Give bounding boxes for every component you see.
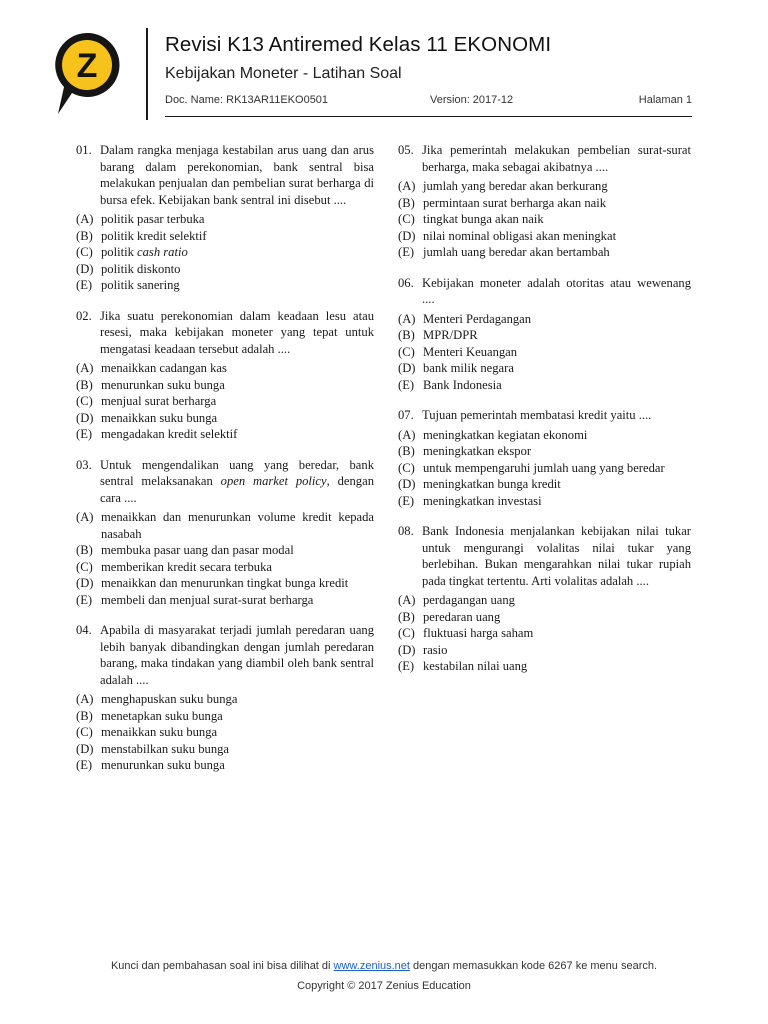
option-letter: (C) — [76, 394, 93, 408]
option-text-italic: cash ratio — [137, 245, 188, 259]
option-letter: (E) — [76, 278, 93, 292]
option-text: menaikkan dan menurunkan tingkat bunga kredit — [101, 576, 349, 590]
doc-name: Doc. Name: RK13AR11EKO0501 — [165, 94, 329, 106]
option-letter: (A) — [398, 179, 416, 193]
question-08 — [398, 523, 691, 675]
option-text — [101, 244, 374, 261]
option-text: tingkat bunga akan naik — [423, 212, 544, 226]
option-letter: (D) — [76, 576, 94, 590]
option-text: kestabilan nilai uang — [423, 659, 528, 673]
question-text — [100, 457, 374, 507]
option-d — [76, 741, 374, 758]
header-rule — [165, 116, 692, 117]
question-number: 05. — [398, 143, 414, 157]
option-text-prefix: politik — [101, 245, 138, 259]
option-text: menaikkan dan menurunkan volume kredit kepada nasabah — [101, 510, 374, 541]
doc-version: Version: 2017-12 — [430, 94, 514, 106]
option-a — [398, 178, 691, 195]
option-e — [76, 277, 374, 294]
option-text: meningkatkan ekspor — [423, 444, 532, 458]
question-text: Apabila di masyarakat terjadi jumlah peredaran uang lebih banyak dibandingkan dengan jumlah peredaran barang, maka tindakan yang diambil oleh bank sentral adalah .... — [100, 623, 374, 687]
question-number: 08. — [398, 524, 414, 538]
option-letter: (B) — [398, 609, 415, 624]
question-number: 06. — [398, 275, 414, 290]
option-text: fluktuasi harga saham — [423, 626, 534, 640]
question-03 — [76, 457, 374, 609]
option-text: menghapuskan suku bunga — [101, 692, 238, 706]
option-text: jumlah uang beredar akan bertambah — [423, 245, 610, 259]
option-text: menaikkan cadangan kas — [101, 361, 227, 375]
option-e — [398, 493, 691, 510]
option-text: menetapkan suku bunga — [101, 708, 223, 723]
option-a — [76, 211, 374, 228]
option-letter: (E) — [398, 245, 415, 259]
option-letter: (C) — [398, 460, 415, 475]
option-letter: (B) — [398, 444, 415, 458]
option-letter: (A) — [398, 593, 416, 607]
option-c — [76, 393, 374, 410]
option-a — [76, 360, 374, 377]
option-letter: (E) — [398, 377, 415, 392]
option-text: peredaran uang — [423, 609, 501, 624]
option-b — [76, 542, 374, 559]
option-b — [398, 195, 691, 212]
question-number: 04. — [76, 623, 92, 637]
option-c — [398, 625, 691, 642]
option-text: menstabilkan suku bunga — [101, 741, 230, 756]
option-c — [398, 211, 691, 228]
option-text: memberikan kredit secara terbuka — [101, 559, 272, 574]
option-text: nilai nominal obligasi akan meningkat — [423, 228, 617, 243]
page-subtitle: Kebijakan Moneter - Latihan Soal — [165, 65, 402, 82]
question-01 — [76, 142, 374, 294]
option-text: MPR/DPR — [423, 328, 478, 342]
option-e — [76, 592, 374, 609]
right-column — [398, 142, 691, 689]
option-a — [398, 592, 691, 609]
page-number: Halaman 1 — [638, 94, 692, 106]
option-letter: (C) — [398, 344, 415, 359]
option-text: membuka pasar uang dan pasar modal — [101, 543, 294, 557]
option-letter: (D) — [76, 261, 94, 276]
option-letter: (D) — [398, 228, 416, 243]
option-letter: (D) — [398, 361, 416, 375]
option-letter: (C) — [76, 559, 93, 574]
option-text: meningkatkan kegiatan ekonomi — [423, 427, 588, 442]
question-text: Jika pemerintah melakukan pembelian surat-surat berharga, maka sebagai akibatnya .... — [422, 143, 691, 174]
doc-info-row — [165, 94, 692, 108]
question-number: 07. — [398, 408, 414, 422]
option-e — [398, 244, 691, 261]
option-text: politik sanering — [101, 278, 180, 292]
option-text: Bank Indonesia — [423, 377, 502, 392]
option-letter: (B) — [76, 708, 93, 723]
option-d — [76, 261, 374, 278]
option-letter: (A) — [398, 427, 416, 442]
option-text: rasio — [423, 642, 448, 657]
option-letter: (C) — [398, 212, 415, 226]
option-text: membeli dan menjual surat-surat berharga — [101, 592, 314, 607]
option-letter: (D) — [76, 410, 94, 425]
option-d — [76, 575, 374, 592]
option-text: menaikkan suku bunga — [101, 410, 218, 425]
option-text: menaikkan suku bunga — [101, 725, 218, 739]
option-letter: (A) — [398, 311, 416, 326]
option-a — [398, 427, 691, 444]
option-text: perdagangan uang — [423, 593, 515, 607]
option-b — [398, 609, 691, 626]
page-title: Revisi K13 Antiremed Kelas 11 EKONOMI — [165, 33, 552, 56]
option-letter: (B) — [76, 228, 93, 243]
footer-prefix: Kunci dan pembahasan soal ini bisa dilihat di — [110, 960, 334, 972]
option-b — [76, 228, 374, 245]
option-letter: (E) — [76, 758, 93, 772]
option-text: meningkatkan bunga kredit — [423, 477, 561, 491]
option-c — [76, 724, 374, 741]
option-letter: (A) — [76, 692, 94, 706]
option-text: jumlah yang beredar akan berkurang — [423, 179, 608, 193]
option-letter: (D) — [398, 642, 416, 657]
option-e — [398, 377, 691, 394]
option-d — [398, 360, 691, 377]
option-c — [398, 344, 691, 361]
option-letter: (C) — [76, 245, 93, 259]
option-text: menurunkan suku bunga — [101, 377, 225, 392]
option-b — [398, 443, 691, 460]
option-text: permintaan surat berharga akan naik — [423, 195, 606, 210]
left-column — [76, 142, 374, 788]
option-a — [76, 691, 374, 708]
option-letter: (D) — [76, 741, 94, 756]
option-text: meningkatkan investasi — [423, 493, 542, 508]
option-text: menjual surat berharga — [101, 394, 217, 408]
footer-suffix: dengan memasukkan kode 6267 ke menu search. — [409, 960, 658, 972]
question-text: Jika suatu perekonomian dalam keadaan lesu atau resesi, maka kebijakan moneter yang tepat untuk mengatasi keadaan tersebut adalah .... — [100, 308, 374, 356]
option-letter: (B) — [398, 195, 415, 210]
option-text: menurunkan suku bunga — [101, 758, 225, 772]
footer-note — [0, 960, 768, 972]
option-letter: (B) — [76, 377, 93, 392]
option-letter: (E) — [398, 659, 415, 673]
option-text: politik kredit selektif — [101, 228, 207, 243]
option-letter: (E) — [398, 493, 415, 508]
option-text: mengadakan kredit selektif — [101, 427, 238, 441]
question-text-suffix: , dengan cara .... — [100, 474, 374, 505]
zenius-link[interactable]: www.zenius.net — [333, 960, 410, 972]
option-letter: (B) — [398, 328, 415, 342]
option-letter: (C) — [76, 725, 93, 739]
option-b — [398, 327, 691, 344]
question-04 — [76, 622, 374, 774]
option-b — [76, 377, 374, 394]
option-c — [76, 244, 374, 261]
option-text: bank milik negara — [423, 361, 514, 375]
question-05 — [398, 142, 691, 261]
option-d — [398, 476, 691, 493]
option-e — [398, 658, 691, 675]
question-07 — [398, 407, 691, 509]
option-d — [398, 642, 691, 659]
option-letter: (A) — [76, 510, 94, 524]
option-a — [76, 509, 374, 542]
option-a — [398, 311, 691, 328]
option-c — [76, 559, 374, 576]
copyright: Copyright © 2017 Zenius Education — [297, 980, 471, 992]
question-text: Kebijakan moneter adalah otoritas atau wewenang .... — [422, 275, 691, 306]
option-text: Menteri Perdagangan — [423, 311, 532, 326]
question-number: 01. — [76, 143, 92, 157]
option-d — [398, 228, 691, 245]
zenius-logo — [52, 30, 122, 118]
question-text-prefix: Untuk mengendalikan uang yang beredar, bank sentral melaksanakan — [100, 457, 374, 488]
question-number: 02. — [76, 308, 92, 323]
option-text: untuk mempengaruhi jumlah uang yang beredar — [423, 460, 665, 475]
question-text: Dalam rangka menjaga kestabilan arus uang dan arus barang dalam perekonomian, bank sentral bisa melakukan penjualan dan pembelian surat berharga di bursa efek. Kebijakan bank sentral ini disebut .... — [100, 143, 374, 207]
question-text: Bank Indonesia menjalankan kebijakan nilai tukar untuk mengurangi volalitas nilai tukar yang berlebihan. Bukan mengarahkan nilai tukar rupiah pada tingkat tertentu. Arti volalitas adalah .... — [422, 524, 691, 588]
option-text: politik pasar terbuka — [101, 212, 205, 226]
header-divider — [146, 28, 148, 120]
option-letter: (A) — [76, 361, 94, 375]
option-e — [76, 757, 374, 774]
option-letter: (A) — [76, 212, 94, 226]
option-letter: (D) — [398, 477, 416, 491]
option-d — [76, 410, 374, 427]
option-text: politik diskonto — [101, 261, 181, 276]
question-02 — [76, 308, 374, 443]
question-text: Tujuan pemerintah membatasi kredit yaitu .... — [422, 408, 652, 422]
question-text-italic: open market policy — [220, 474, 327, 488]
option-letter: (E) — [76, 592, 93, 607]
question-number: 03. — [76, 457, 92, 472]
option-text: Menteri Keuangan — [423, 344, 518, 359]
option-letter: (C) — [398, 626, 415, 640]
option-b — [76, 708, 374, 725]
option-e — [76, 426, 374, 443]
question-06 — [398, 275, 691, 394]
option-letter: (B) — [76, 543, 93, 557]
option-c — [398, 460, 691, 477]
option-letter: (E) — [76, 427, 93, 441]
logo-letter: Z — [76, 47, 98, 85]
